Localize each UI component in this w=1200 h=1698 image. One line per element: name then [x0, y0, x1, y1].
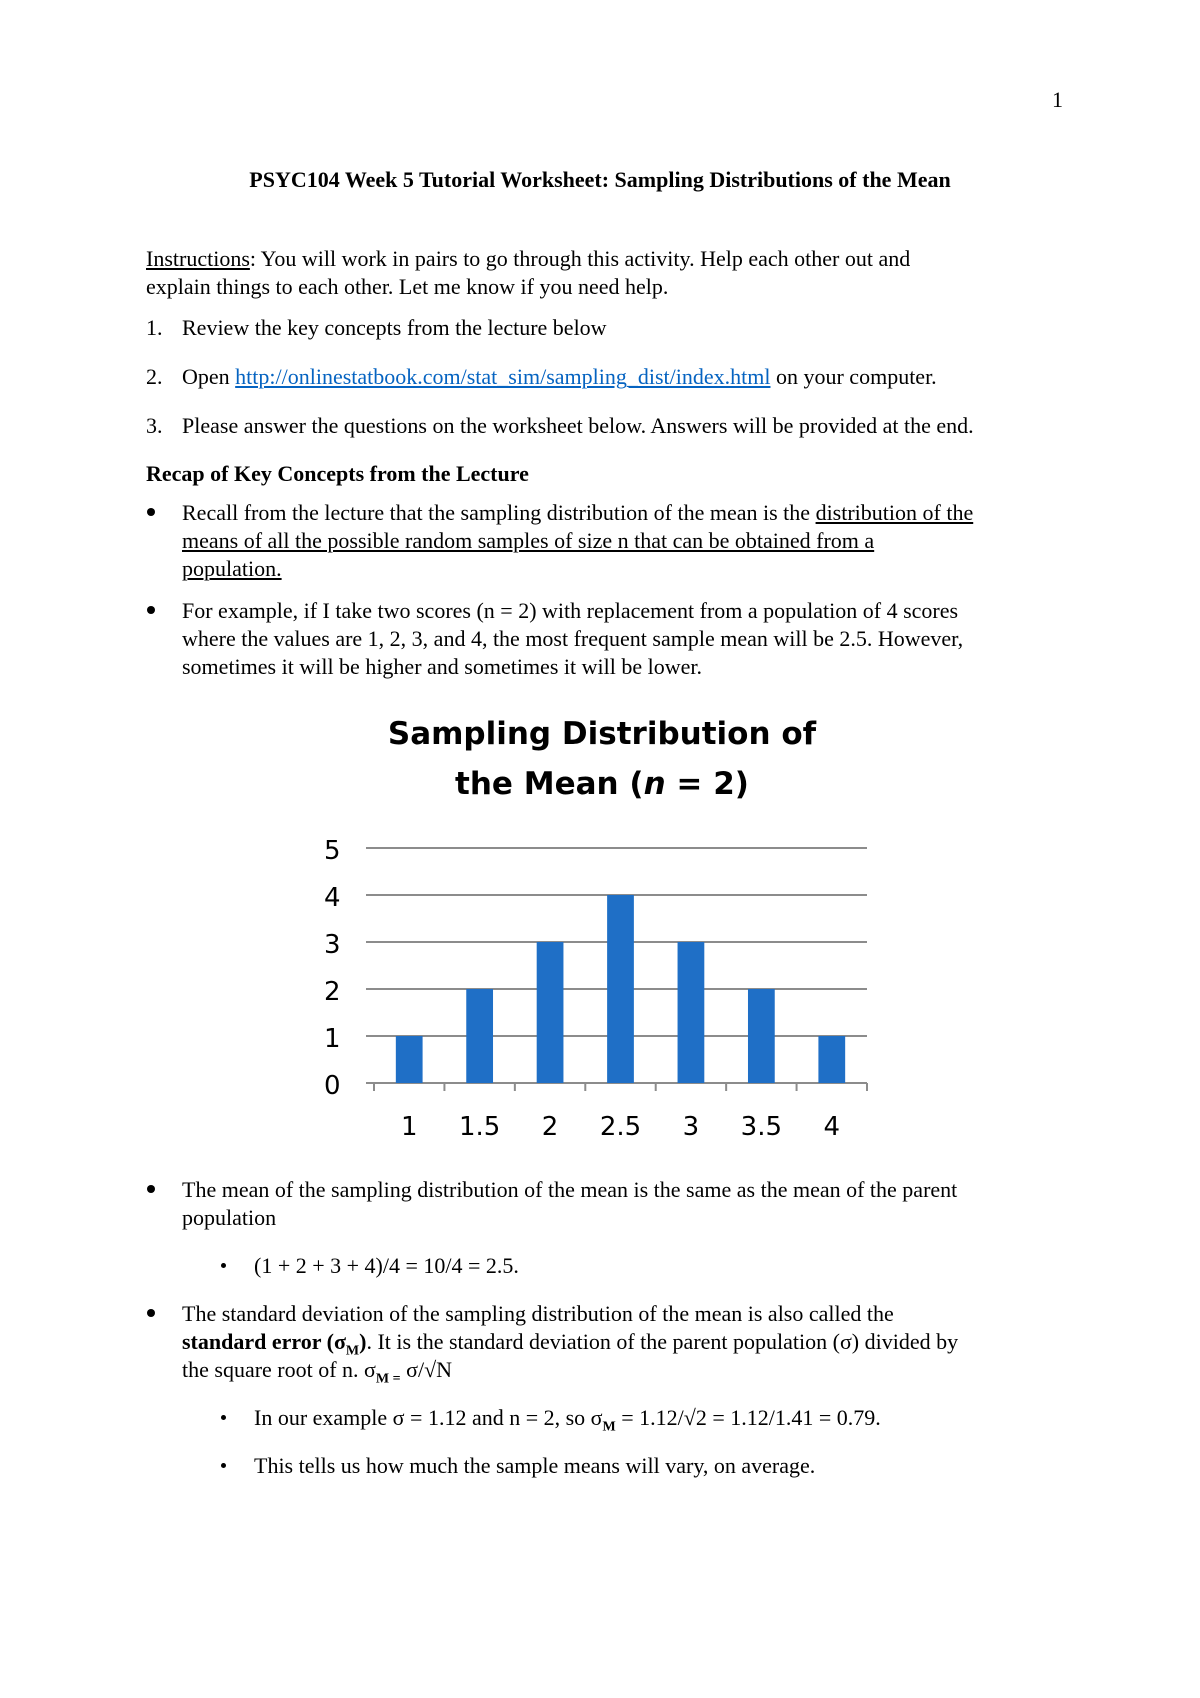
y-tick-label: 5	[324, 836, 341, 866]
sub-bullet-icon	[221, 1263, 226, 1268]
bullet-icon	[147, 1185, 155, 1193]
chart-title-line-2: the Mean (n = 2)	[455, 766, 749, 802]
bullet-icon	[147, 606, 155, 614]
step-3-text: Please answer the questions on the worksheet below. Answers will be provided at the end.	[182, 413, 974, 438]
bullet2-line-3: sometimes it will be higher and sometimes it will be lower.	[182, 654, 702, 679]
bullet3-sub-1: (1 + 2 + 3 + 4)/4 = 10/4 = 2.5.	[254, 1253, 519, 1278]
bullet4-sub-1: In our example σ = 1.12 and n = 2, so $\sigma_M = 1.12/√2 = 1.12/1.41 = 0.79$.	[254, 1405, 881, 1435]
simulation-link[interactable]: http://onlinestatbook.com/stat_sim/sampling_dist/index.html	[235, 364, 771, 389]
sampling-distribution-chart	[322, 702, 882, 1148]
bar	[748, 989, 775, 1083]
bullet4-line-3: the square root of n. $\sigma_{M =}$ σ/√N	[182, 1357, 453, 1387]
bullet-icon	[147, 1309, 155, 1317]
step-2-text: Open http://onlinestatbook.com/stat_sim/sampling_dist/index.html on your computer.	[182, 364, 937, 389]
bullet2-line-1: For example, if I take two scores (n = 2) with replacement from a population of 4 scores	[182, 598, 959, 623]
x-tick-label: 2.5	[599, 1112, 642, 1142]
step-1-text: Review the key concepts from the lecture below	[182, 315, 607, 340]
bullet3-line-1: The mean of the sampling distribution of the mean is the same as the mean of the parent	[182, 1177, 958, 1202]
x-tick-label: 3.5	[740, 1112, 783, 1142]
bullet4-sub-2: This tells us how much the sample means will vary, on average.	[254, 1453, 816, 1478]
x-tick-label: 1	[400, 1112, 418, 1142]
y-tick-label: 0	[324, 1071, 341, 1101]
x-tick-label: 4	[823, 1112, 841, 1142]
bar	[537, 942, 564, 1083]
y-tick-label: 2	[324, 977, 341, 1007]
bullet2-line-2: where the values are 1, 2, 3, and 4, the most frequent sample mean will be 2.5. However,	[182, 626, 964, 651]
sub-bullet-icon	[221, 1463, 226, 1468]
chart-title-line-1: Sampling Distribution of	[387, 716, 817, 752]
instructions-line-1: Instructions: You will work in pairs to go through this activity. Help each other out and	[146, 246, 911, 271]
bullet-icon	[147, 508, 155, 516]
page-title: PSYC104 Week 5 Tutorial Worksheet: Sampling Distributions of the Mean	[249, 167, 951, 192]
x-tick-label: 2	[541, 1112, 559, 1142]
standard-error-term: standard error $(\sigma_M)$	[182, 1329, 367, 1359]
bar	[607, 895, 634, 1083]
bullet1-line-2: means of all the possible random samples of size n that can be obtained from a	[182, 528, 875, 553]
bullet4-line-1: The standard deviation of the sampling distribution of the mean is also called the	[182, 1301, 894, 1326]
bar	[818, 1036, 845, 1083]
bullet4-line-2: standard error $(\sigma_M)$. It is the standard deviation of the parent population (σ) divided by	[182, 1329, 959, 1359]
bullet1-line-1: Recall from the lecture that the sampling distribution of the mean is the distribution of the	[182, 500, 974, 525]
bullet1-line-3: population.	[182, 556, 282, 581]
recap-heading: Recap of Key Concepts from the Lecture	[146, 461, 529, 486]
bar	[466, 989, 493, 1083]
instructions-label: Instructions	[146, 246, 250, 271]
sub-bullet-icon	[221, 1415, 226, 1420]
bullet3-line-2: population	[182, 1205, 277, 1230]
bar	[678, 942, 705, 1083]
instructions-line-2: explain things to each other. Let me know if you need help.	[146, 274, 669, 299]
x-tick-label: 3	[682, 1112, 700, 1142]
bar	[396, 1036, 423, 1083]
y-tick-label: 3	[324, 930, 341, 960]
x-tick-label: 1.5	[458, 1112, 501, 1142]
y-tick-label: 1	[324, 1024, 341, 1054]
step-3-number: 3.	[146, 413, 163, 438]
step-1-number: 1.	[146, 315, 163, 340]
y-tick-label: 4	[324, 883, 341, 913]
page-number: 1	[1052, 87, 1063, 112]
step-2-number: 2.	[146, 364, 163, 389]
